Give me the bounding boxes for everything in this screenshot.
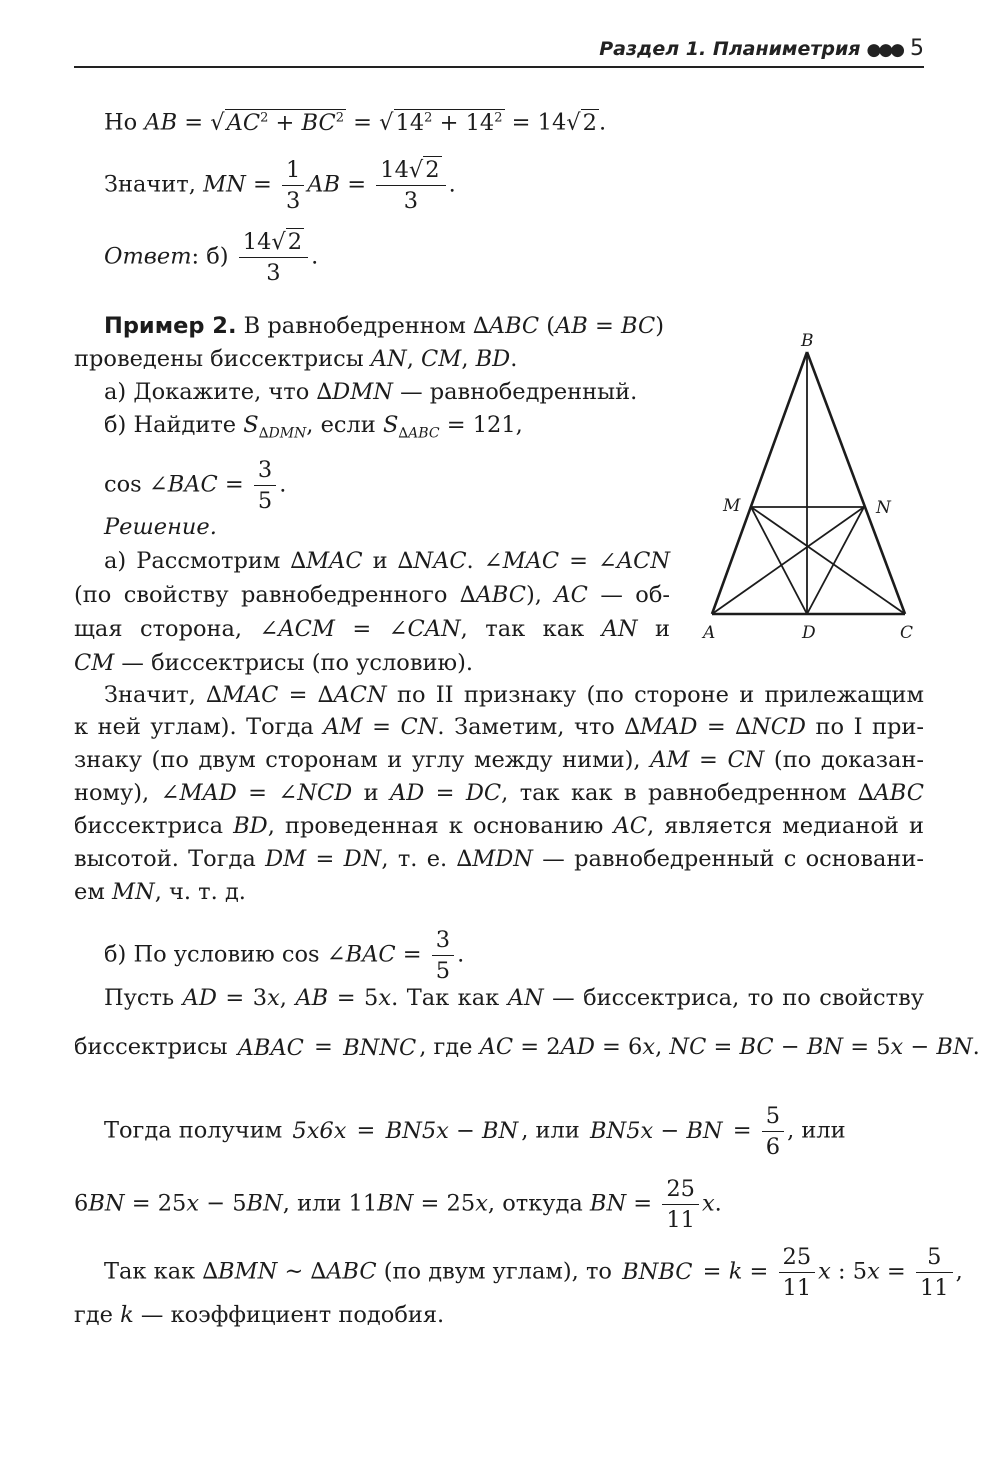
text-line: знаку (по двум сторонам и углу между ними), AM = CN (по доказан-	[74, 747, 924, 773]
page-number: 5	[910, 36, 924, 61]
section-title: Раздел 1. Планиметрия	[599, 38, 861, 60]
fraction: $\frac{3}{5}$	[254, 458, 276, 513]
text-line: Пусть AD = 3x, AB = 5x. Так как AN — биссектриса, то по свойству	[104, 985, 924, 1011]
label-a: A	[703, 623, 716, 643]
segment-dm	[751, 507, 807, 614]
text-line: высотой. Тогда DM = DN, т. е. ∆MDN — равнобедренный с основани-	[74, 846, 924, 872]
line-mn-value: Значит, MN = $\frac{1}{3}$ AB = $\frac{14√2}{3}$ .	[104, 157, 456, 214]
label-m: M	[723, 496, 741, 516]
text-line: CM — биссектрисы (по условию).	[74, 650, 474, 676]
fraction: $\frac{5}{11}$	[916, 1245, 953, 1300]
line-ab-value: Но AB = $√AC^2 + BC^2 = √14^2 + 14^2 = 14√2$.	[104, 109, 607, 136]
running-header	[74, 36, 924, 68]
label-b: B	[801, 331, 814, 351]
text-line: ному), ∠MAD = ∠NCD и AD = DC, так как в равнобедренном ∆ABC	[74, 780, 924, 806]
fraction: ABAC	[237, 1034, 304, 1061]
text-line: ем MN, ч. т. д.	[74, 879, 246, 905]
example-title-line: Пример 2. В равнобедренном ∆ABC (AB = BC)	[104, 313, 664, 339]
text-line: Значит, ∆MAC = ∆ACN по II признаку (по стороне и прилежащим	[104, 682, 925, 708]
task-b: б) Найдите $S_{\Delta DMN}$, если $S_{\Delta ABC} = 121$,	[104, 412, 523, 442]
side-bc	[807, 352, 905, 614]
formula-line: б) По условию cos ∠BAC = $\frac{3}{5}$ .	[104, 927, 465, 984]
fraction: $\frac{5}{6}$	[762, 1104, 784, 1159]
triangle-figure	[696, 326, 936, 646]
fraction: BN5x − BN	[589, 1118, 723, 1145]
text-line: а) Рассмотрим ∆MAC и ∆NAC. ∠MAC = ∠ACN	[104, 548, 671, 574]
label-n: N	[876, 498, 891, 518]
task-a: а) Докажите, что ∆DMN — равнобедренный.	[104, 379, 638, 405]
bullets-icon: ●●●	[866, 40, 902, 60]
answer-line: Ответ: б) $\frac{14√2}{3}$ .	[104, 229, 319, 286]
fraction: 5x6x	[292, 1118, 347, 1145]
formula-line: Тогда получим 5x6x = BN5x − BN , или BN5x − BN = $\frac{5}{6}$ , или	[104, 1103, 846, 1160]
text-line: (по свойству равнобедренного ∆ABC), AC — об-	[74, 582, 670, 608]
text-line: к ней углам). Тогда AM = CN. Заметим, что ∆MAD = ∆NCD по I при-	[74, 714, 924, 740]
fraction: $\frac{25}{11}$	[779, 1245, 816, 1300]
bisector-cm	[751, 507, 905, 614]
formula-line: биссектрисы ABAC = BNNC , где AC = 2AD = 6x, NC = BC − BN = 5x − BN.	[74, 1034, 980, 1061]
label-d: D	[802, 623, 816, 643]
fraction: $\frac{14√2}{3}$	[376, 158, 445, 213]
text-line: проведены биссектрисы AN, CM, BD.	[74, 346, 518, 372]
formula-line: Так как ∆BMN ~ ∆ABC (по двум углам), то BNBC = k = $\frac{25}{11}$ x : 5x = $\frac{5}{11}$ ,	[104, 1244, 963, 1301]
fraction: $\frac{1}{3}$	[282, 158, 304, 213]
task-b-cos: cos ∠BAC = $\frac{3}{5}$ .	[104, 457, 287, 514]
fraction: $\frac{25}{11}$	[662, 1177, 699, 1232]
text-line: где k — коэффициент подобия.	[74, 1302, 445, 1328]
formula-line: 6BN = 25x − 5BN, или 11BN = 25x, откуда BN = $\frac{25}{11}$ x.	[74, 1176, 722, 1233]
fraction: $\frac{14√2}{3}$	[239, 230, 308, 285]
label-c: C	[900, 623, 914, 643]
fraction: BNBC	[622, 1259, 693, 1286]
fraction: $\frac{3}{5}$	[432, 928, 454, 983]
segment-dn	[807, 507, 864, 614]
fraction: BN5x − BN	[385, 1118, 519, 1145]
text-line: биссектриса BD, проведенная к основанию AC, является медианой и	[74, 813, 925, 839]
fraction: BNNC	[343, 1034, 417, 1061]
text-line: щая сторона, ∠ACM = ∠CAN, так как AN и	[74, 616, 671, 642]
side-ab	[712, 352, 807, 614]
solution-heading: Решение.	[104, 514, 217, 540]
bisector-an	[712, 507, 864, 614]
